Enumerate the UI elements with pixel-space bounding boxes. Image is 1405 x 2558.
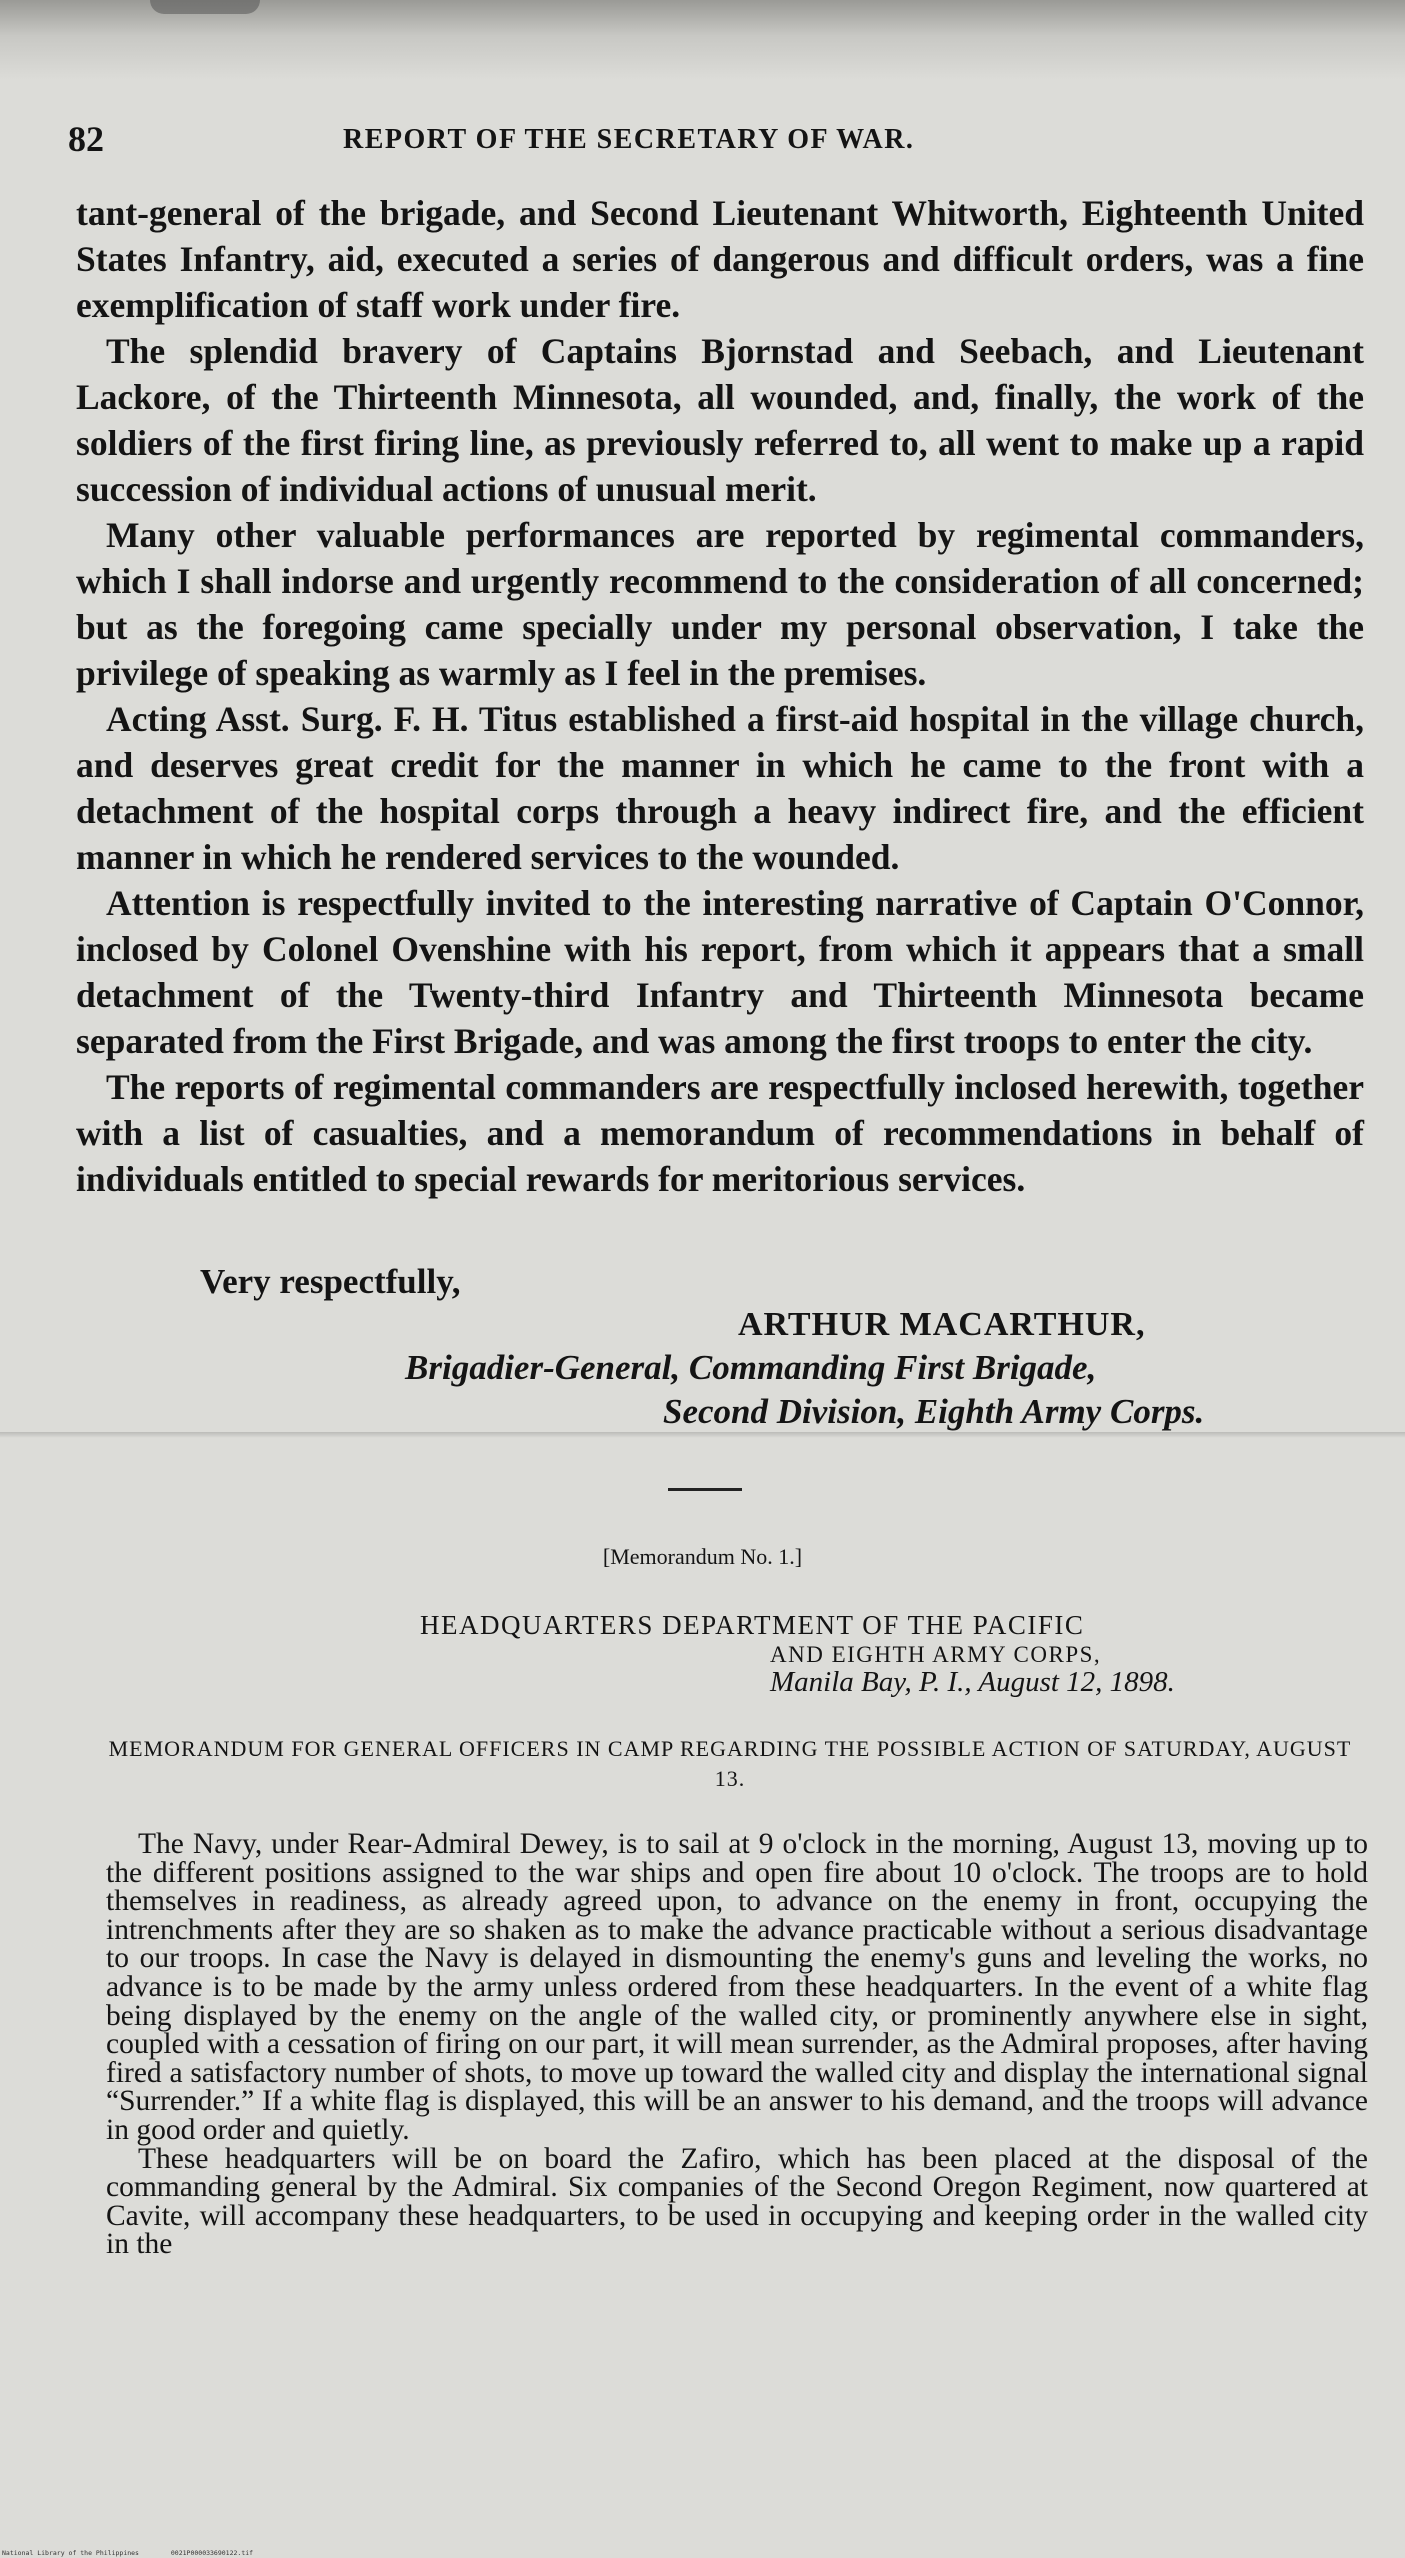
report-paragraph: Attention is respectfully invited to the interesting narrative of Captain O'Connor, inclosed by Colonel Ovenshine with his report, from which it appears that a small detachment of the Twenty-third Infantry and Thirteenth Minnesota became separated from the First Brigade, and was among the first troops to enter the city.	[76, 883, 1364, 1061]
headquarters-line-2: AND EIGHTH ARMY CORPS,	[770, 1642, 1102, 1667]
signature-name: ARTHUR MACARTHUR,	[738, 1306, 1146, 1343]
memorandum-label: [Memorandum No. 1.]	[602, 1544, 803, 1569]
report-paragraph: Many other valuable performances are reported by regimental commanders, which I shall indorse and urgently recommend to the consideration of all concerned; but as the foregoing came specially under my personal observation, I take the privilege of speaking as warmly as I feel in the premises.	[76, 515, 1364, 693]
signature-title-1: Brigadier-General, Commanding First Brigade,	[405, 1348, 1097, 1387]
report-paragraph: The reports of regimental commanders are respectfully inclosed herewith, together with a list of casualties, and a memorandum of recommendations in behalf of individuals entitled to special rewards for meritorious services.	[76, 1067, 1364, 1199]
memorandum-paragraph: The Navy, under Rear-Admiral Dewey, is to sail at 9 o'clock in the morning, August 13, moving up to the different positions assigned to the war ships and open fire about 10 o'clock. The troops are to hold themselves in readiness, as already agreed upon, to advance on the enemy in front, occupying the intrenchments after they are so shaken as to make the advance practicable without a serious disadvantage to our troops. In case the Navy is delayed in dismounting the enemy's guns and leveling the works, no advance is to be made by the army unless ordered from these headquarters. In the event of a white flag being displayed by the enemy on the angle of the walled city, or prominently anywhere else in sight, coupled with a cessation of firing on our part, it will mean surrender, as the Admiral proposes, after having fired a satisfactory number of shots, to move up toward the walled city and display the international signal “Surrender.” If a white flag is displayed, this will be an answer to his demand, and the troops will advance in good order and quietly.	[106, 1828, 1368, 2146]
section-divider	[668, 1488, 742, 1491]
memorandum-title: MEMORANDUM FOR GENERAL OFFICERS IN CAMP REGARDING THE POSSIBLE ACTION OF SATURDAY, AUGUST 13.	[108, 1736, 1352, 1791]
footer-file-id: 0021P000033690122.tif	[170, 2549, 254, 2557]
scan-footer	[2, 2549, 281, 2557]
memorandum-paragraph: These headquarters will be on board the Zafiro, which has been placed at the disposal of the commanding general by the Admiral. Six companies of the Second Oregon Regiment, now quartered at Cavite, will accompany these headquarters, to be used in occupying and keeping order in the walled city in the	[106, 2142, 1368, 2261]
closing-salutation: Very respectfully,	[200, 1262, 461, 1301]
page-fold	[0, 1432, 1405, 1438]
memorandum-body	[106, 1830, 1368, 2259]
report-body	[76, 190, 1364, 1202]
running-head: REPORT OF THE SECRETARY OF WAR.	[343, 124, 915, 155]
footer-library: National Library of the Philippines	[2, 2549, 139, 2557]
headquarters-line-1: HEADQUARTERS DEPARTMENT OF THE PACIFIC	[420, 1610, 1085, 1640]
report-paragraph: The splendid bravery of Captains Bjornstad and Seebach, and Lieutenant Lackore, of the Thirteenth Minnesota, all wounded, and, finally, the work of the soldiers of the first firing line, as previously referred to, all went to make up a rapid succession of individual actions of unusual merit.	[76, 331, 1364, 509]
report-paragraph: Acting Asst. Surg. F. H. Titus established a first-aid hospital in the village church, and deserves great credit for the manner in which he came to the front with a detachment of the hospital corps through a heavy indirect fire, and the efficient manner in which he rendered services to the wounded.	[76, 699, 1364, 877]
page-corner-mark	[150, 0, 260, 14]
page-header	[58, 110, 1358, 170]
place-date: Manila Bay, P. I., August 12, 1898.	[770, 1666, 1175, 1698]
report-paragraph: tant-general of the brigade, and Second Lieutenant Whitworth, Eighteenth United States Infantry, aid, executed a series of dangerous and difficult orders, was a fine exemplification of staff work under fire.	[76, 193, 1364, 325]
signature-title-2: Second Division, Eighth Army Corps.	[663, 1392, 1205, 1431]
page-number: 82	[68, 119, 104, 159]
